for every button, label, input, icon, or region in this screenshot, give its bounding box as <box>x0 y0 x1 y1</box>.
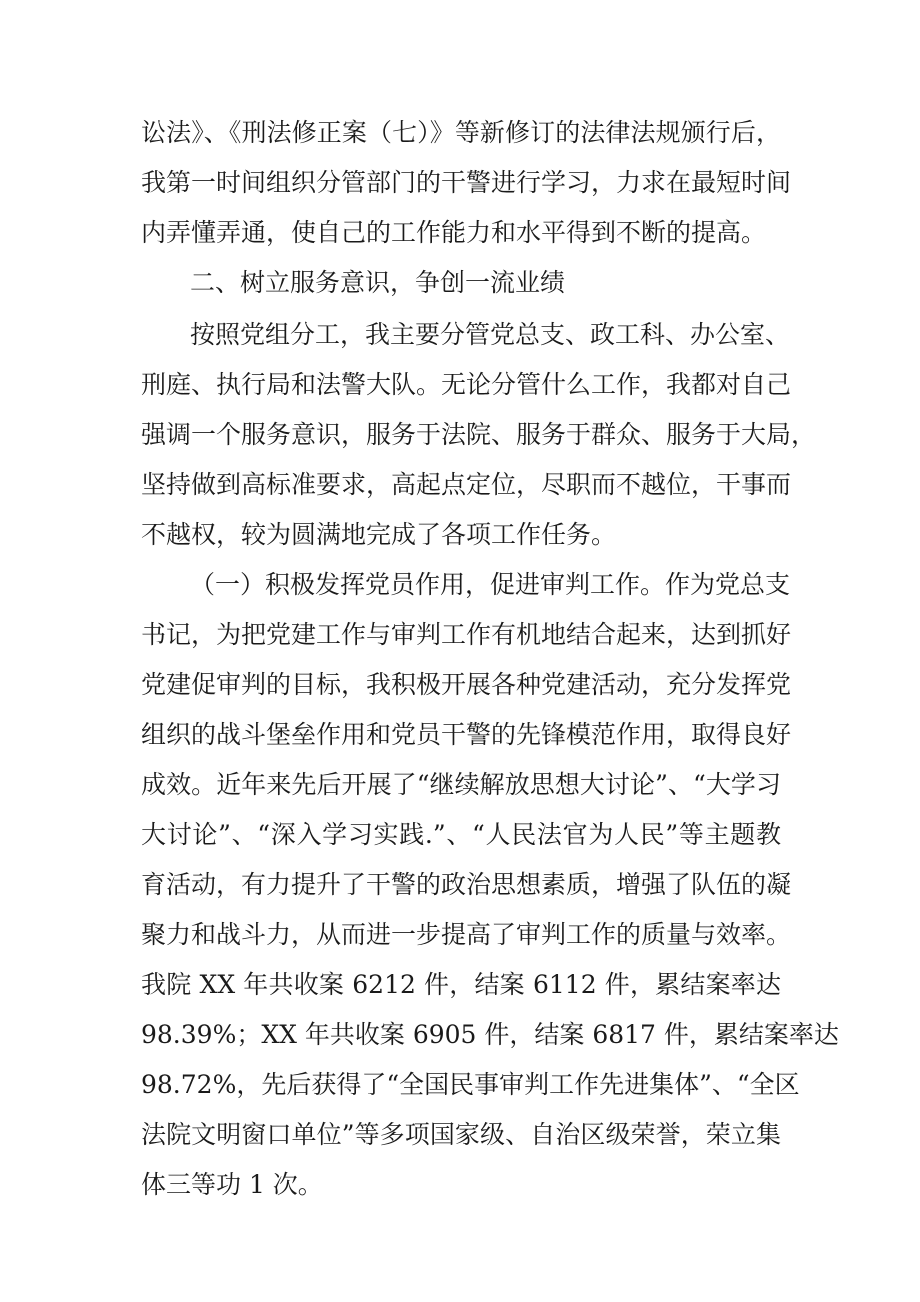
text-line: 书记，为把党建工作与审判工作有机地结合起来，达到抓好 <box>141 620 792 649</box>
text-line: 强调一个服务意识，服务于法院、服务于群众、服务于大局， <box>141 420 817 449</box>
text-line: 党建促审判的目标，我积极开展各种党建活动，充分发挥党 <box>141 670 792 699</box>
text-line: 组织的战斗堡垒作用和党员干警的先锋模范作用，取得良好 <box>141 720 792 749</box>
text-line: 刑庭、执行局和法警大队。无论分管什么工作，我都对自己 <box>141 370 792 399</box>
text-line: 98.72%，先后获得了“全国民事审判工作先进集体”、“全区 <box>141 1070 800 1099</box>
text-line: 体三等功 1 次。 <box>141 1170 323 1199</box>
text-line: 成效。近年来先后开展了“继续解放思想大讨论”、“大学习 <box>141 770 781 799</box>
text-line: 大讨论”、“深入学习实践.”、“人民法官为人民”等主题教 <box>141 820 781 849</box>
text-line: 不越权，较为圆满地完成了各项工作任务。 <box>141 520 617 549</box>
text-line: 98.39%；XX 年共收案 6905 件，结案 6817 件，累结案率达 <box>141 1020 839 1049</box>
text-line: 我院 XX 年共收案 6212 件，结案 6112 件，累结案率达 <box>141 970 781 999</box>
text-line: 我第一时间组织分管部门的干警进行学习，力求在最短时间 <box>141 168 792 197</box>
text-line: 法院文明窗口单位”等多项国家级、自治区级荣誉，荣立集 <box>141 1120 781 1149</box>
text-line: 聚力和战斗力，从而进一步提高了审判工作的质量与效率。 <box>141 920 792 949</box>
text-line: 内弄懂弄通，使自己的工作能力和水平得到不断的提高。 <box>141 218 767 247</box>
text-line: 坚持做到高标准要求，高起点定位，尽职而不越位，干事而 <box>141 470 792 499</box>
subsection-first-line: （一）积极发挥党员作用，促进审判工作。作为党总支 <box>190 570 791 599</box>
paragraph-first-line: 按照党组分工，我主要分管党总支、政工科、办公室、 <box>190 320 791 349</box>
text-line: 讼法》、《刑法修正案（七）》等新修订的法律法规颁行后， <box>141 118 781 147</box>
text-line: 育活动，有力提升了干警的政治思想素质，增强了队伍的凝 <box>141 870 792 899</box>
section-heading: 二、树立服务意识，争创一流业绩 <box>190 268 566 297</box>
